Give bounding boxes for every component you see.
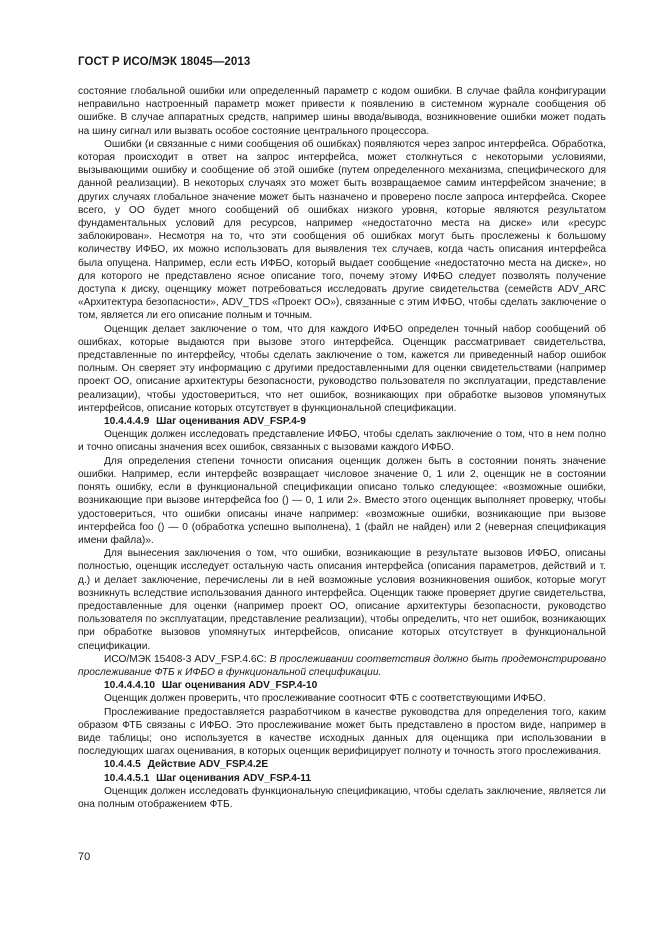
paragraph: Для определения степени точности описания оценщик должен быть в состоянии понять значение ошибки. Например, если интерфейс возвращает числовое значение 0, 1 или 2, оценщик не в состоянии понять ошибку, если в функциональной спецификации описано только следующее: «возможные ошибки, возникающие при вызове интерфейса foo () — 0, 1 или 2». Вместо этого оценщик выполняет проверку, чтобы удостовериться, что ошибки описаны иначе например: «возможные ошибки, возникающие при вызове интерфейса foo () — 0 (обработка успешно выполнена), 1 (файл не найден) или 2 (неверная спецификация имени файла)». [78,455,606,546]
section-heading [78,758,606,771]
paragraph: Прослеживание предоставляется разработчиком в качестве руководства для определения того, каким образом ФТБ связаны с ИФБО. Это прослеживание может быть представлено в простом виде, например в виде таблицы; оно используется в качестве исходных данных для оценщика при использовании в последующих шагах оценивания, в которых оценщик верифицирует полноту и точность этого прослеживания. [78,706,606,758]
paragraph: Оценщик должен проверить, что прослеживание соотносит ФТБ с соответствующими ИФБО. [104,693,546,705]
paragraph: Оценщик должен исследовать функциональную спецификацию, чтобы сделать заключение, является ли она полным отображением ФТБ. [78,785,606,810]
section-number: 10.4.4.5.1 [104,772,150,784]
section-heading [78,679,606,692]
paragraph: Оценщик делает заключение о том, что для каждого ИФБО определен точный набор сообщений об ошибках, которые выдаются при вызове этого интерфейса. Оценщик рассматривает свидетельства, представленные по интерфейсу, чтобы сделать заключение о том, кажется ли приведенный набор ошибок полным. Он сверяет эту информацию с другими предоставленными для оценки свидетельствами (например проект ОО, описание архитектуры безопасности, руководство пользователя по эксплуатации, представление реализации), чтобы удостовериться, что нет ошибок, возникающих при обработке вызовов упомянутых интерфейсов, описание которых отсутствует в функциональной спецификации. [78,323,606,414]
paragraph: Для вынесения заключения о том, что ошибки, возникающие в результате вызовов ИФБО, описаны полностью, оценщик исследует остальную часть описания интерфейса (описания параметров, действий и т. д.) и делает заключение, перечислены ли в ней возможные условия возникновения ошибок, которые могут возникнуть вследствие использования данного интерфейса. Оценщик также проверяет другие свидетельства, предоставленные для оценки (например проект ОО, описание архитектуры безопасности, руководство пользователя по эксплуатации, представление реализации), чтобы определить, что нет ошибок, возникающих при обработке вызовов упомянутых интерфейсов, описание которых отсутствует в функциональной спецификации. [78,548,606,652]
page-number: 70 [78,851,91,863]
paragraph: Оценщик должен исследовать представление ИФБО, чтобы сделать заключение о том, что в нем полно и точно описаны значения всех ошибок, связанных с вызовами каждого ИФБО. [78,429,606,454]
section-title: Действие ADV_FSP.4.2E [147,759,269,771]
section-title: Шаг оценивания ADV_FSP.4-10 [161,680,318,692]
section-heading [78,415,606,428]
section-number: 10.4.4.5 [104,759,141,771]
paragraph: Ошибки (и связанные с ними сообщения об ошибках) появляются через запрос интерфейса. Обработка, которая происходит в ответ на запрос интерфейса, может столкнуться с некоторыми условиями, вызывающими ошибку и сообщение об этой ошибке (путем определенного механизма, специфического для данной реализации). В некоторых случаях это может быть возвращаемое самим интерфейсом значение; в других случаях глобальное значение может быть назначено и проверено после запроса интерфейса. Скорее всего, у ОО будет много сообщений об ошибках низкого уровня, которые являются результатом фундаментальных условий для ресурсов, например «недостаточно места на диске» или «ресурс заблокирован». Несмотря на то, что эти сообщения об ошибках могут быть прослежены к большому количеству ИФБО, их можно использовать для выявления тех случаев, когда часть описания интерфейса была опущена. Например, если есть ИФБО, который выдает сообщение «недостаточно места на диске», но для которого не представлено ясное описание того, почему этому ИФБО следует позволять получение доступа к диску, оценщику может потребоваться исследовать другие свидетельства (семейств ADV_ARC «Архитектура безопасности», ADV_TDS «Проект ОО»), связанные с этим ИФБО, чтобы сделать заключение о том, является ли его описание полным и точным. [78,138,606,322]
page-body [78,85,606,811]
requirement-text: В прослеживании соответствия должно быть продемонстрировано прослеживание ФТБ к ИФБО в функциональной спецификации. [78,653,606,678]
requirement-reference: ИСО/МЭК 15408-3 ADV_FSP.4.6C: [104,653,270,665]
section-number: 10.4.4.4.9 [104,416,150,428]
section-number: 10.4.4.4.10 [104,680,155,692]
document-header: ГОСТ Р ИСО/МЭК 18045—2013 [78,56,251,68]
paragraph: состояние глобальной ошибки или определенный параметр с кодом ошибки. В случае файла конфигурации неправильно настроенный параметр может привести к появлению в системном журнале сообщения об ошибке. В случае аппаратных средств, например шины ввода/вывода, возникновение ошибки может подать на шину сигнал или вызвать особое состояние центрального процессора. [78,86,606,137]
requirement-note [78,653,606,679]
section-title: Шаг оценивания ADV_FSP.4-9 [156,416,306,428]
section-heading [78,772,606,785]
section-title: Шаг оценивания ADV_FSP.4-11 [156,772,312,784]
